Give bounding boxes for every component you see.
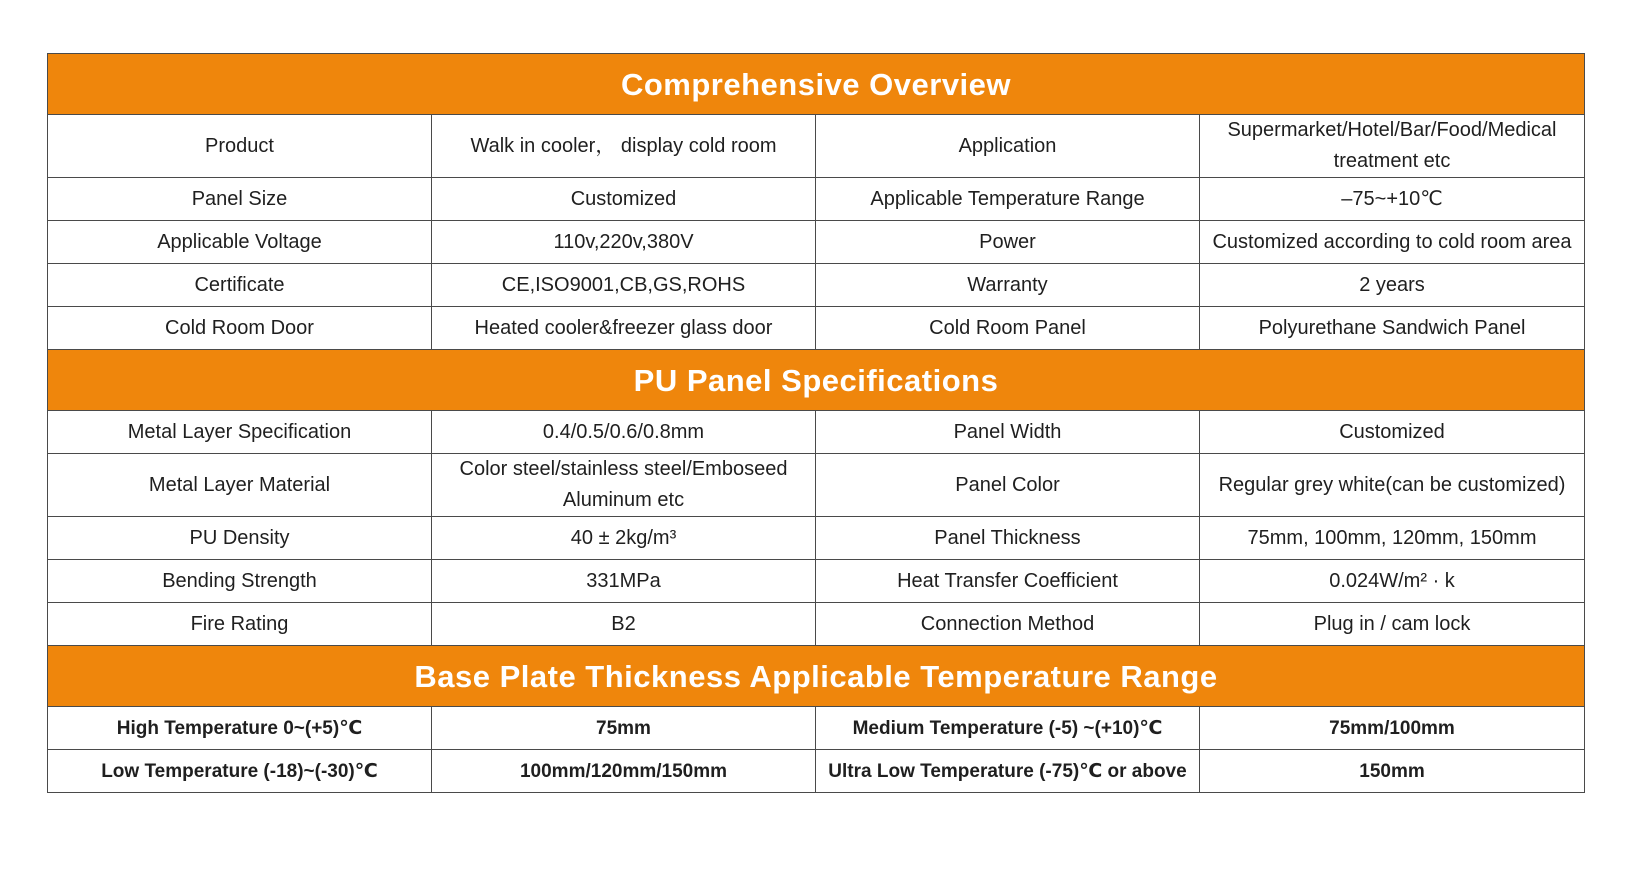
table-row <box>48 750 1585 793</box>
table-row <box>48 454 1585 517</box>
section-header-row <box>48 646 1585 707</box>
spec-value-cell: Regular grey white(can be customized) <box>1200 454 1585 517</box>
spec-value-cell: Color steel/stainless steel/Emboseed Aluminum etc <box>432 454 816 517</box>
spec-label-cell: Heat Transfer Coefficient <box>816 560 1200 603</box>
spec-label-cell: Medium Temperature (-5) ~(+10)℃ <box>816 707 1200 750</box>
spec-value-cell: 100mm/120mm/150mm <box>432 750 816 793</box>
spec-label-cell: Warranty <box>816 264 1200 307</box>
spec-label-cell: Metal Layer Material <box>48 454 432 517</box>
spec-value-cell: B2 <box>432 603 816 646</box>
spec-label-cell: Panel Width <box>816 411 1200 454</box>
spec-value-cell: 0.4/0.5/0.6/0.8mm <box>432 411 816 454</box>
spec-value-cell: 110v,220v,380V <box>432 221 816 264</box>
section-title-comprehensive-overview: Comprehensive Overview <box>48 54 1585 115</box>
spec-table-body <box>48 54 1585 793</box>
spec-label-cell: Applicable Voltage <box>48 221 432 264</box>
table-row <box>48 411 1585 454</box>
section-header-row <box>48 350 1585 411</box>
spec-value-cell: Customized according to cold room area <box>1200 221 1585 264</box>
table-row <box>48 264 1585 307</box>
table-row <box>48 221 1585 264</box>
spec-label-cell: Panel Size <box>48 178 432 221</box>
spec-value-cell: 40 ± 2kg/m³ <box>432 517 816 560</box>
spec-label-cell: Low Temperature (-18)~(-30)℃ <box>48 750 432 793</box>
spec-label-cell: High Temperature 0~(+5)℃ <box>48 707 432 750</box>
section-title-pu-panel-specifications: PU Panel Specifications <box>48 350 1585 411</box>
spec-value-cell: 75mm/100mm <box>1200 707 1585 750</box>
spec-label-cell: Cold Room Door <box>48 307 432 350</box>
spec-label-cell: Application <box>816 115 1200 178</box>
spec-value-cell: Walk in cooler， display cold room <box>432 115 816 178</box>
spec-label-cell: Certificate <box>48 264 432 307</box>
spec-value-cell: –75~+10℃ <box>1200 178 1585 221</box>
spec-value-cell: 0.024W/m² · k <box>1200 560 1585 603</box>
table-row <box>48 178 1585 221</box>
spec-label-cell: Fire Rating <box>48 603 432 646</box>
spec-label-cell: PU Density <box>48 517 432 560</box>
table-row <box>48 560 1585 603</box>
spec-value-cell: Customized <box>1200 411 1585 454</box>
table-row <box>48 707 1585 750</box>
spec-value-cell: CE,ISO9001,CB,GS,ROHS <box>432 264 816 307</box>
spec-value-cell: Heated cooler&freezer glass door <box>432 307 816 350</box>
table-row <box>48 307 1585 350</box>
table-row <box>48 517 1585 560</box>
spec-label-cell: Ultra Low Temperature (-75)℃ or above <box>816 750 1200 793</box>
spec-label-cell: Bending Strength <box>48 560 432 603</box>
spec-value-cell: Supermarket/Hotel/Bar/Food/Medical treatment etc <box>1200 115 1585 178</box>
table-row <box>48 603 1585 646</box>
spec-label-cell: Applicable Temperature Range <box>816 178 1200 221</box>
spec-label-cell: Panel Thickness <box>816 517 1200 560</box>
table-row <box>48 115 1585 178</box>
spec-value-cell: 2 years <box>1200 264 1585 307</box>
spec-value-cell: Customized <box>432 178 816 221</box>
spec-table <box>47 53 1585 793</box>
spec-label-cell: Metal Layer Specification <box>48 411 432 454</box>
spec-value-cell: 331MPa <box>432 560 816 603</box>
spec-label-cell: Connection Method <box>816 603 1200 646</box>
spec-label-cell: Panel Color <box>816 454 1200 517</box>
section-header-row <box>48 54 1585 115</box>
spec-label-cell: Power <box>816 221 1200 264</box>
spec-label-cell: Cold Room Panel <box>816 307 1200 350</box>
section-title-base-plate-thickness: Base Plate Thickness Applicable Temperature Range <box>48 646 1585 707</box>
spec-value-cell: Polyurethane Sandwich Panel <box>1200 307 1585 350</box>
spec-value-cell: 150mm <box>1200 750 1585 793</box>
spec-value-cell: 75mm <box>432 707 816 750</box>
spec-label-cell: Product <box>48 115 432 178</box>
spec-value-cell: Plug in / cam lock <box>1200 603 1585 646</box>
spec-value-cell: 75mm, 100mm, 120mm, 150mm <box>1200 517 1585 560</box>
